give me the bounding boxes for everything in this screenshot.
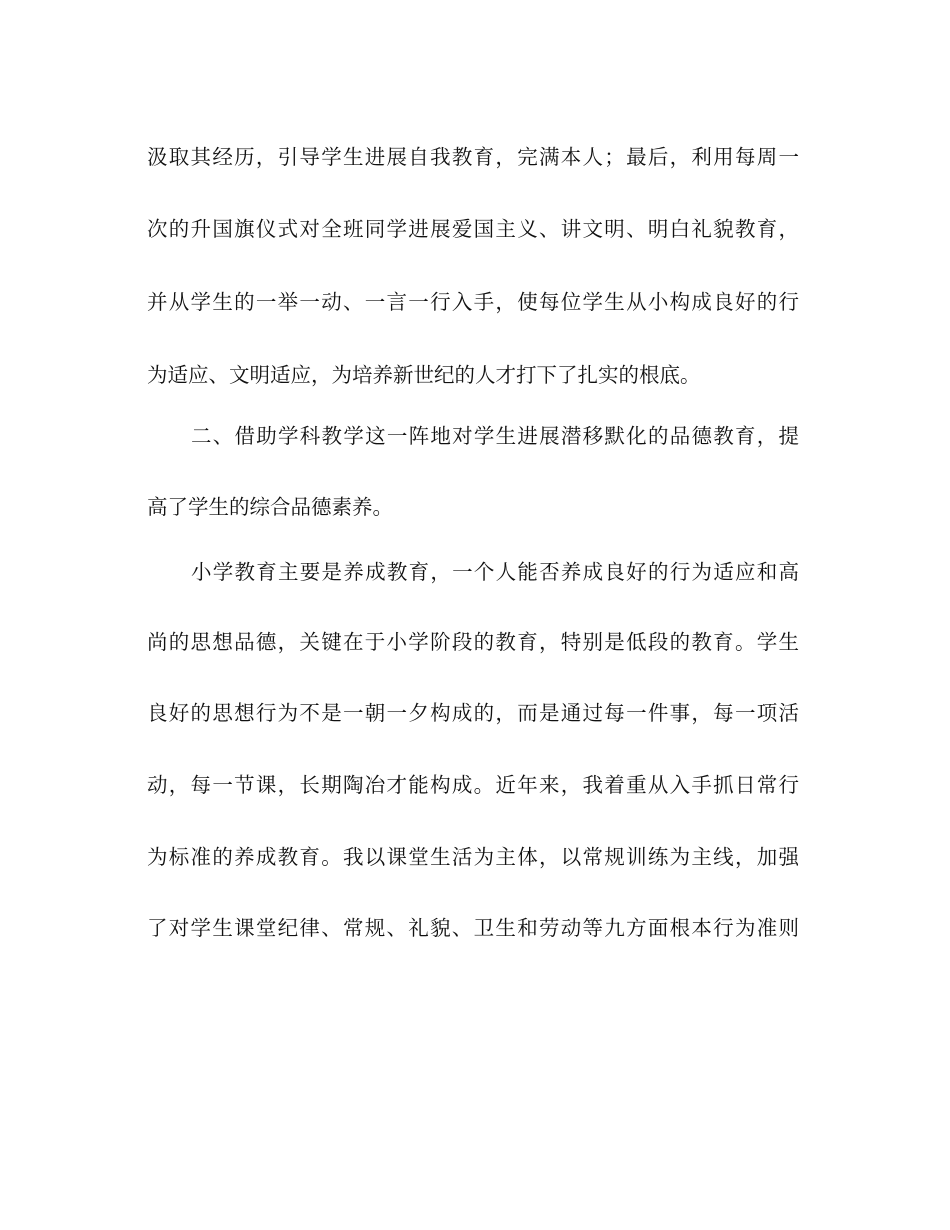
paragraph-line: 并从学生的一举一动、一言一行入手，使每位学生从小构成良好的行 bbox=[147, 290, 799, 314]
paragraph-line: 为适应、文明适应，为培养新世纪的人才打下了扎实的根底。 bbox=[147, 363, 701, 387]
paragraph-line: 了对学生课堂纪律、常规、礼貌、卫生和劳动等九方面根本行为准则 bbox=[147, 916, 799, 940]
paragraph-line: 动，每一节课，长期陶冶才能构成。近年来，我着重从入手抓日常行 bbox=[147, 773, 799, 797]
paragraph-line: 汲取其经历，引导学生进展自我教育，完满本人；最后，利用每周一 bbox=[147, 145, 799, 169]
paragraph-line: 尚的思想品德，关键在于小学阶段的教育，特别是低段的教育。学生 bbox=[147, 630, 799, 654]
paragraph-line: 次的升国旗仪式对全班同学进展爱国主义、讲文明、明白礼貌教育， bbox=[147, 217, 799, 241]
paragraph-line: 小学教育主要是养成教育，一个人能否养成良好的行为适应和高 bbox=[191, 560, 799, 584]
paragraph-line: 为标准的养成教育。我以课堂生活为主体，以常规训练为主线，加强 bbox=[147, 845, 799, 869]
section-heading-line: 高了学生的综合品德素养。 bbox=[147, 495, 393, 519]
section-heading-line: 二、借助学科教学这一阵地对学生进展潜移默化的品德教育，提 bbox=[191, 424, 799, 448]
paragraph-line: 良好的思想行为不是一朝一夕构成的，而是通过每一件事，每一项活 bbox=[147, 701, 799, 725]
